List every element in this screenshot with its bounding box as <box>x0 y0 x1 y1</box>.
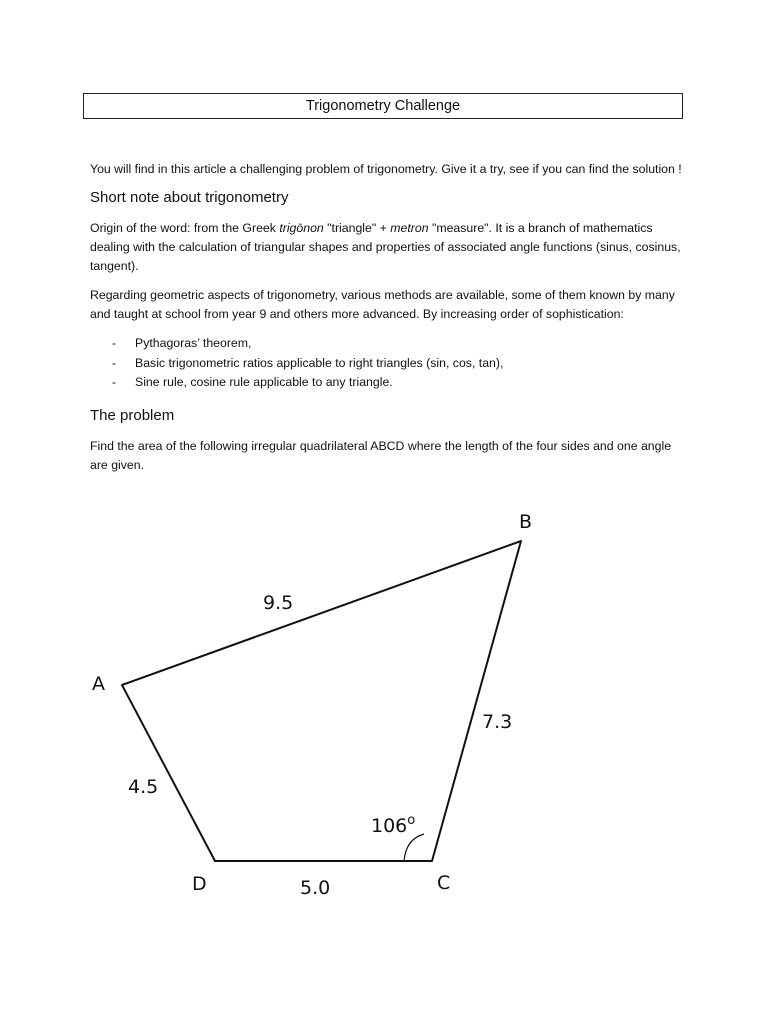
angle-c-label <box>371 813 415 837</box>
list-item <box>90 373 690 393</box>
vertex-label-c: C <box>437 872 451 894</box>
side-label-dc: 5.0 <box>300 877 331 899</box>
origin-mid: "triangle" + <box>323 221 391 235</box>
page-title: Trigonometry Challenge <box>305 98 461 114</box>
vertex-label-a: A <box>92 673 105 695</box>
note-heading: Short note about trigonometry <box>90 189 289 206</box>
list-item <box>90 354 690 374</box>
bullet-dash: - <box>112 375 117 389</box>
angle-c-arc <box>404 834 424 861</box>
article-body <box>90 160 690 485</box>
side-label-ad: 4.5 <box>128 776 159 798</box>
intro-paragraph: You will find in this article a challenging problem of trigonometry. Give it a try, see if you can find the solution ! <box>90 162 682 176</box>
problem-heading: The problem <box>90 406 175 424</box>
side-label-bc: 7.3 <box>482 711 513 733</box>
origin-term-metron: metron <box>390 221 429 235</box>
methods-intro-paragraph: Regarding geometric aspects of trigonometry, various methods are available, some of them known by many and taught at school from year 9 and others more advanced. By increasing order of sophistication: <box>90 288 675 321</box>
vertex-label-b: B <box>519 511 533 533</box>
angle-c-degree-mark: o <box>407 813 416 828</box>
methods-list <box>90 334 690 393</box>
origin-suffix: "measure". It is a branch of mathematics dealing with the calculation of triangular shapes and properties of associated angle functions (sinus, cosinus, tangent). <box>90 221 681 273</box>
quadrilateral-shape <box>122 541 521 861</box>
bullet-dash: - <box>112 355 117 370</box>
list-item-text: Basic trigonometric ratios applicable to right triangles (sin, cos, tan), <box>135 355 504 370</box>
title-box <box>83 93 683 119</box>
origin-paragraph <box>90 219 690 276</box>
list-item <box>90 334 690 354</box>
vertex-label-d: D <box>192 873 207 895</box>
list-item-text: Pythagoras’ theorem, <box>135 336 252 350</box>
bullet-dash: - <box>112 336 117 350</box>
origin-prefix: Origin of the word: from the Greek <box>90 221 280 235</box>
problem-paragraph: Find the area of the following irregular quadrilateral ABCD where the length of the four sides and one angle are given. <box>90 438 672 472</box>
angle-c-value: 106 <box>371 815 408 837</box>
side-label-ab: 9.5 <box>263 592 294 614</box>
origin-term-trigonon: trigōnon <box>279 221 324 235</box>
list-item-text: Sine rule, cosine rule applicable to any triangle. <box>135 375 393 389</box>
